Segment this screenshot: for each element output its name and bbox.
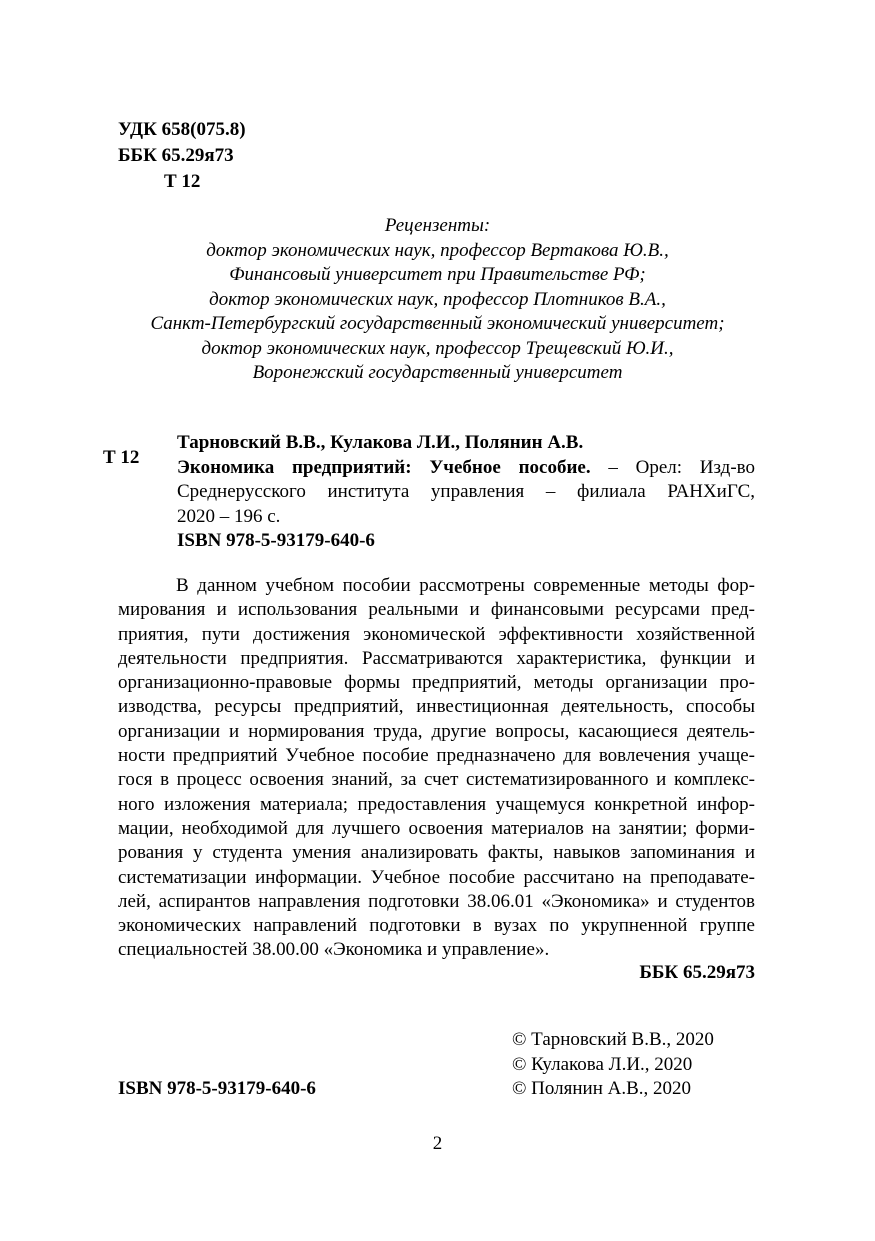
biblio-publisher: – Орел: Изд-во: [590, 456, 755, 478]
abstract-line: лей, аспирантов направления подготовки 38.06.01 «Экономика» и студентов: [118, 890, 755, 912]
reviewers-title: Рецензенты:: [384, 215, 491, 236]
biblio-publisher-line: Среднерусского института управления – филиала РАНХиГС,: [177, 481, 755, 502]
page-number: 2: [432, 1133, 443, 1154]
copyright-block: [512, 1028, 714, 1102]
copyright-line: © Тарновский В.В., 2020: [512, 1029, 714, 1050]
abstract-line: рования у студента умения анализировать факты, навыков запоминания и: [118, 842, 755, 864]
abstract-line: систематизации информации. Учебное пособие рассчитано на преподавате-: [118, 866, 755, 888]
abstract-paragraph: [118, 574, 755, 963]
abstract-line: ности предприятий Учебное пособие предназначено для вовлечения учаще-: [118, 745, 755, 767]
abstract-line: ного изложения материала; предоставления учащемуся конкретной инфор-: [118, 793, 755, 815]
abstract-line: В данном учебном пособии рассмотрены современные методы фор-: [176, 575, 755, 596]
reviewer-line: доктор экономических наук, профессор Трещевский Ю.И.,: [201, 337, 674, 359]
biblio-title: Экономика предприятий: Учебное пособие.: [177, 456, 591, 478]
biblio-record: [177, 431, 755, 554]
copyright-line: © Кулакова Л.И., 2020: [512, 1053, 693, 1075]
biblio-title-line: [177, 456, 755, 481]
abstract-line: мации, необходимой для лучшего освоения материалов на занятии; форми-: [118, 817, 755, 839]
abstract-line: изводства, ресурсы предприятий, инвестиционная деятельность, способы: [118, 696, 755, 718]
reviewer-line: Финансовый университет при Правительстве РФ;: [229, 264, 646, 285]
abstract-line: специальностей 38.00.00 «Экономика и управление».: [118, 939, 550, 961]
abstract-line: приятия, пути достижения экономической эффективности хозяйственной: [118, 623, 755, 645]
bbk-code: ББК 65.29я73: [118, 145, 234, 166]
abstract-line: экономических направлений подготовки в вузах по укрупненной группе: [118, 915, 755, 937]
reviewer-line: доктор экономических наук, профессор Вертакова Ю.В.,: [206, 239, 669, 261]
abstract-line: мирования и использования реальными и финансовыми ресурсами пред-: [118, 599, 755, 621]
abstract-line: гося в процесс освоения знаний, за счет систематизированного и комплекс-: [118, 769, 755, 791]
biblio-year-pages: 2020 – 196 с.: [177, 505, 281, 527]
copyright-line: © Полянин А.В., 2020: [512, 1078, 692, 1099]
reviewer-line: Санкт-Петербургский государственный экономический университет;: [150, 313, 725, 334]
author-mark: Т 12: [164, 171, 201, 192]
reviewer-line: доктор экономических наук, профессор Плотников В.А.,: [209, 288, 666, 310]
biblio-isbn: ISBN 978-5-93179-640-6: [177, 530, 375, 551]
abstract-line: деятельности предприятия. Рассматриваются характеристика, функции и: [118, 647, 755, 669]
abstract-line: организационно-правовые формы предприятий, методы организации про-: [118, 672, 755, 694]
biblio-author-mark: Т 12: [103, 447, 140, 468]
footer-isbn: ISBN 978-5-93179-640-6: [118, 1078, 316, 1099]
udk-code: УДК 658(075.8): [118, 119, 246, 140]
reviewer-line: Воронежский государственный университет: [252, 362, 623, 383]
abstract-line: организации и нормирования труда, другие вопросы, касающиеся деятель-: [118, 720, 755, 742]
abstract-bbk: ББК 65.29я73: [639, 962, 755, 983]
biblio-authors: Тарновский В.В., Кулакова Л.И., Полянин А.В.: [177, 432, 584, 453]
reviewers-block: [100, 214, 775, 386]
